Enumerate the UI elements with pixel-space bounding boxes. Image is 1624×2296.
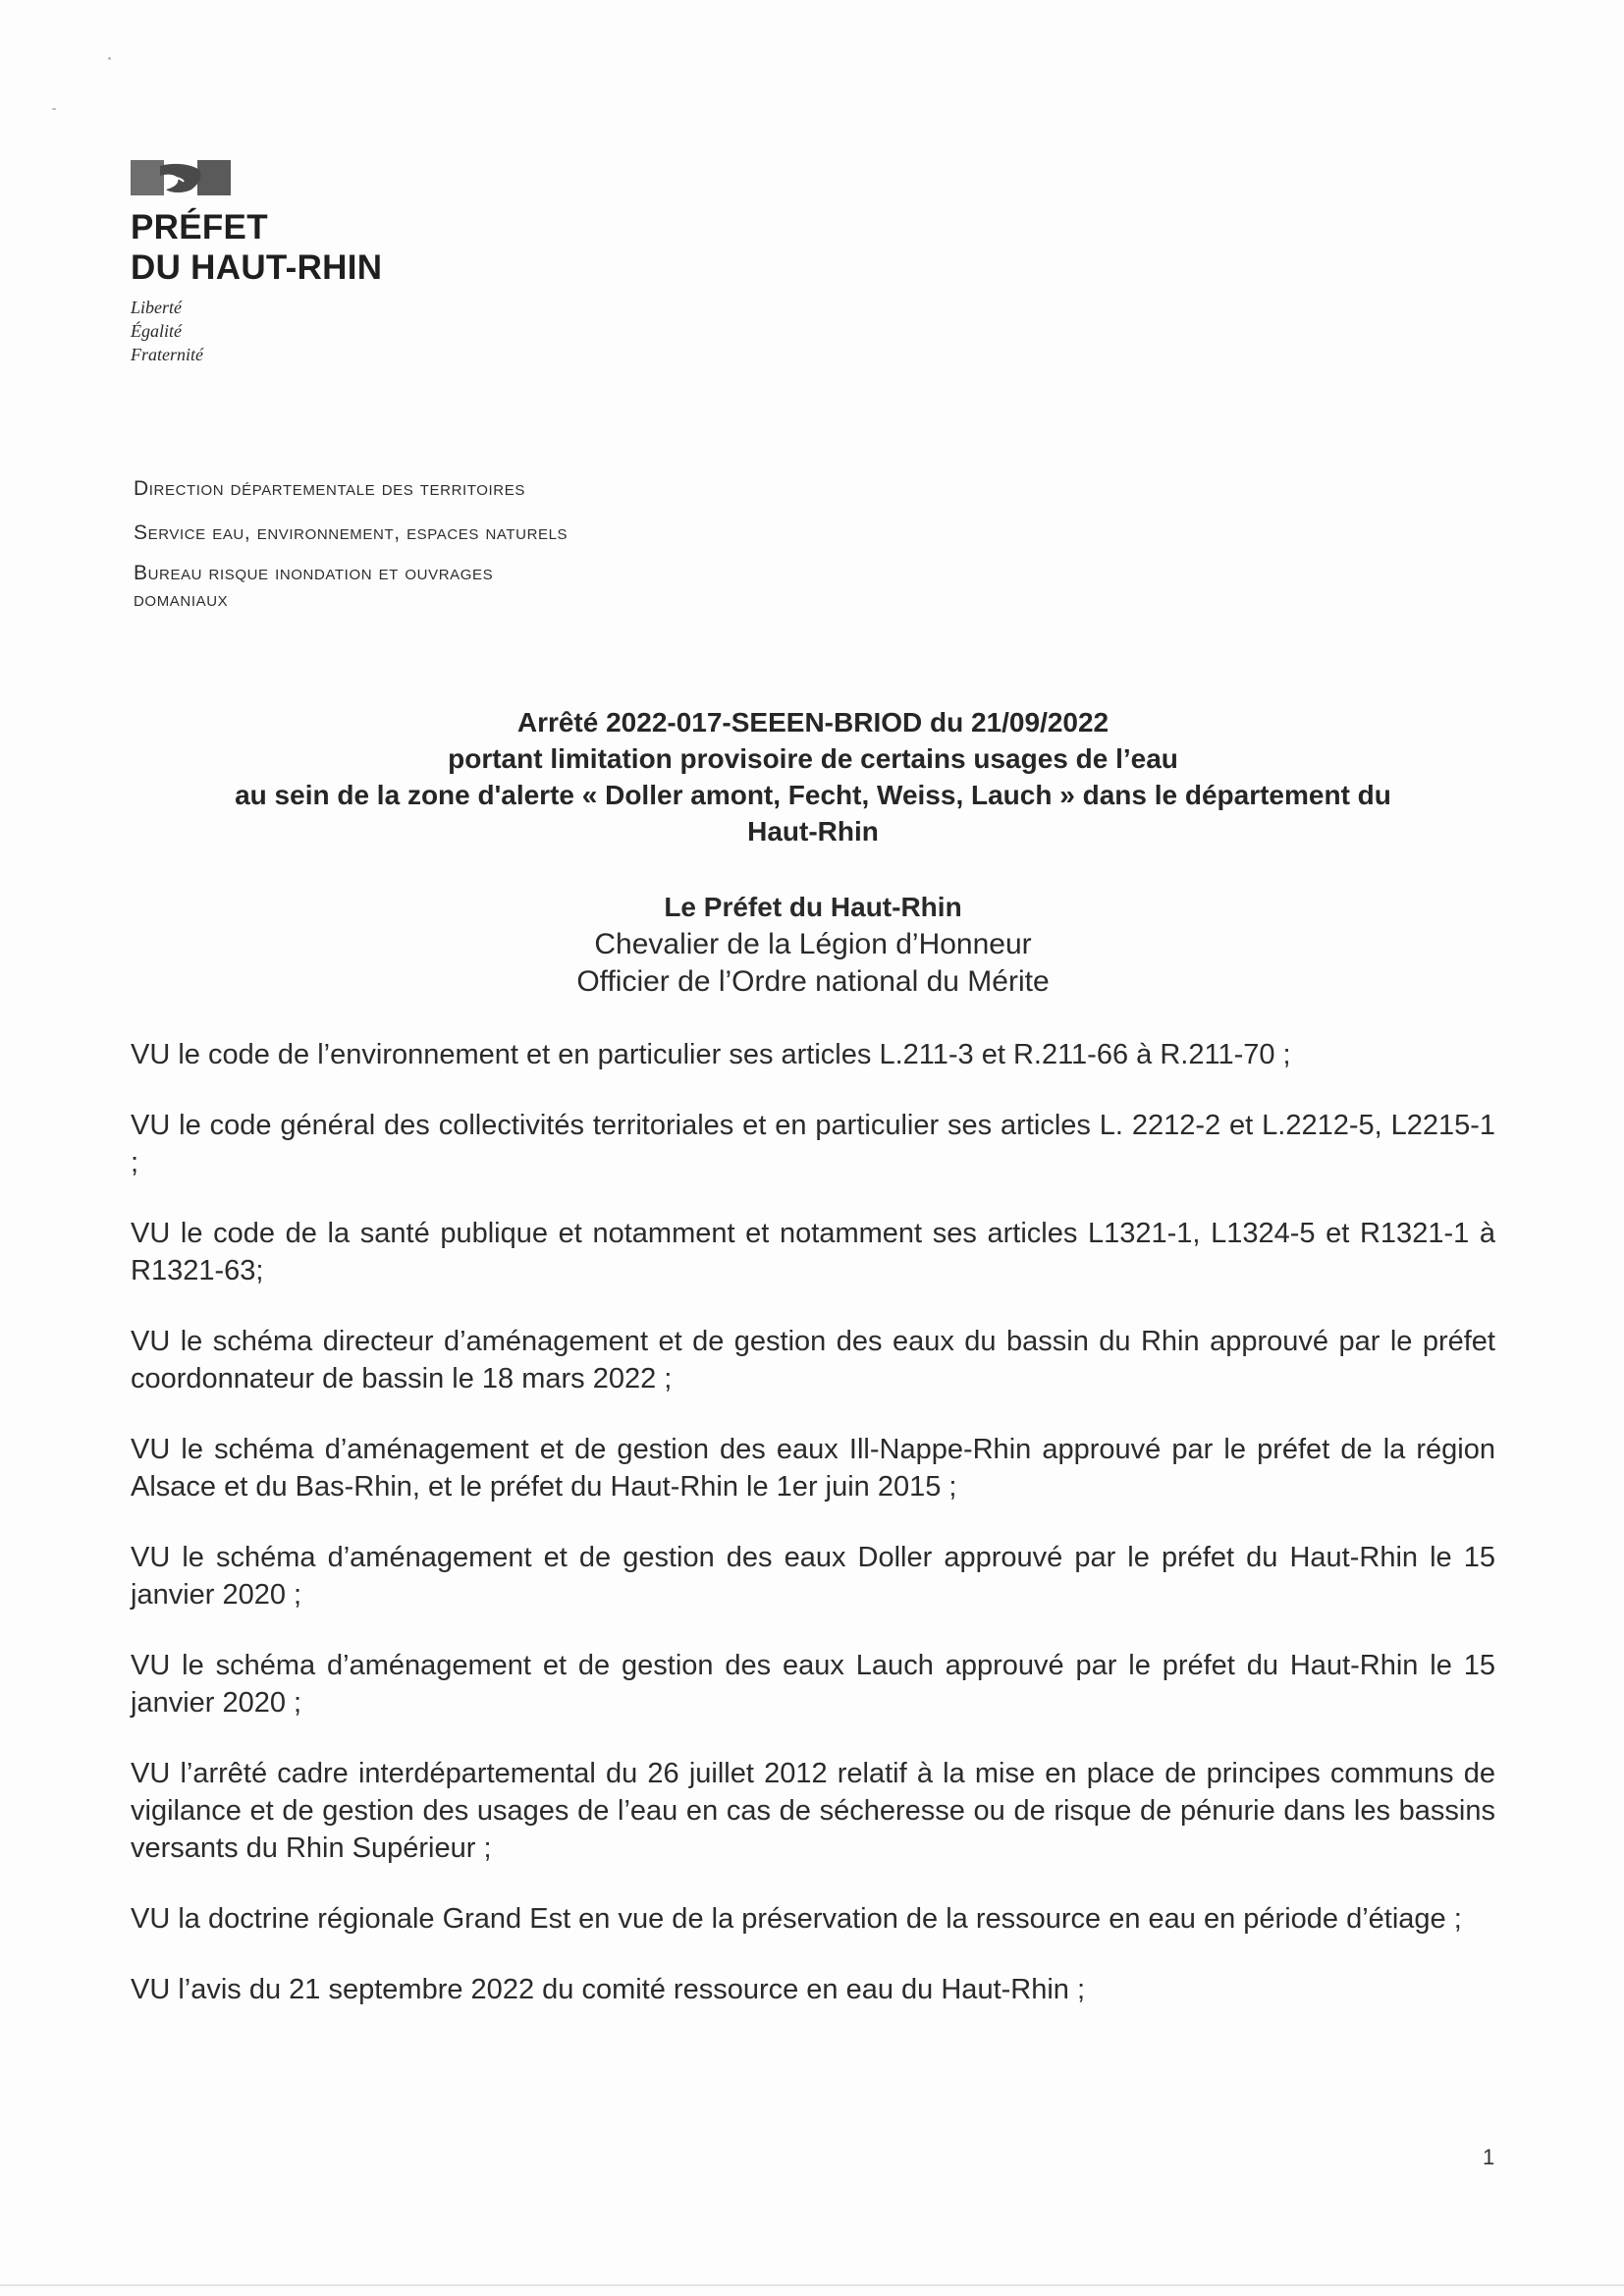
service-name: Service eau, environnement, espaces naturels [134,521,568,544]
marianne-emblem-icon [131,160,231,195]
service-bureau-line-2: domaniaux [134,588,229,611]
signatory-block [131,889,1495,1001]
signatory-title-1: Chevalier de la Légion d’Honneur [594,928,1032,960]
visa-paragraph: VU l’arrêté cadre interdépartemental du 26 juillet 2012 relatif à la mise en place de principes communs de vigilance et de gestion des usages de l’eau en cas de sécheresse ou de risque de pénurie dans les bassins versants du Rhin Supérieur ; [131,1758,1495,1864]
motto-fraternite: Fraternité [131,345,203,364]
visa-paragraph: VU le code de la santé publique et notamment et notamment ses articles L1321-1, L1324-5 et R1321-1 à R1321-63; [131,1218,1495,1286]
decree-title-line-3: au sein de la zone d'alerte « Doller amont, Fecht, Weiss, Lauch » dans le département du [235,780,1391,810]
prefecture-header [131,160,382,366]
service-bureau-line-1: Bureau risque inondation et ouvrages [134,562,494,584]
decree-title-line-2: portant limitation provisoire de certains usages de l’eau [448,743,1178,774]
signatory-title-2: Officier de l’Ordre national du Mérite [576,965,1050,998]
scan-speck [108,57,111,60]
visa-paragraph: VU le code de l’environnement et en particulier ses articles L.211-3 et R.211-66 à R.211-70 ; [131,1039,1291,1070]
service-direction: Direction départementale des territoires [134,477,525,500]
decree-title-line-1: Arrêté 2022-017-SEEEN-BRIOD du 21/09/2022 [516,707,1110,738]
visas-list [131,1036,1495,2042]
prefet-line-1: PRÉFET [131,208,268,246]
republic-motto [131,296,382,366]
visa-paragraph: VU le schéma directeur d’aménagement et de gestion des eaux du bassin du Rhin approuvé par le préfet coordonnateur de bassin le 18 mars 2022 ; [131,1326,1495,1394]
visa-paragraph: VU la doctrine régionale Grand Est en vue de la préservation de la ressource en eau en période d’étiage ; [131,1903,1462,1935]
prefet-line-2: DU HAUT-RHIN [131,248,383,287]
prefet-title [131,207,382,288]
decree-title [131,704,1495,849]
visa-paragraph: VU le schéma d’aménagement et de gestion des eaux Lauch approuvé par le préfet du Haut-Rhin le 15 janvier 2020 ; [131,1650,1495,1719]
scan-bottom-edge [0,2284,1624,2286]
visa-paragraph: VU le code général des collectivités territoriales et en particulier ses articles L. 2212-2 et L.2212-5, L2215-1 ; [131,1110,1495,1178]
scan-speck [52,108,56,110]
visa-paragraph: VU l’avis du 21 septembre 2022 du comité ressource en eau du Haut-Rhin ; [131,1974,1086,2005]
visa-paragraph: VU le schéma d’aménagement et de gestion des eaux Doller approuvé par le préfet du Haut-Rhin le 15 janvier 2020 ; [131,1542,1495,1611]
decree-title-line-4: Haut-Rhin [747,816,879,847]
signatory-name: Le Préfet du Haut-Rhin [664,892,962,922]
page-number: 1 [1483,2145,1495,2169]
motto-liberte: Liberté [131,298,182,317]
motto-egalite: Égalité [131,321,182,341]
visa-paragraph: VU le schéma d’aménagement et de gestion des eaux Ill-Nappe-Rhin approuvé par le préfet de la région Alsace et du Bas-Rhin, et le préfet du Haut-Rhin le 1er juin 2015 ; [131,1434,1495,1503]
issuing-service [134,471,568,613]
